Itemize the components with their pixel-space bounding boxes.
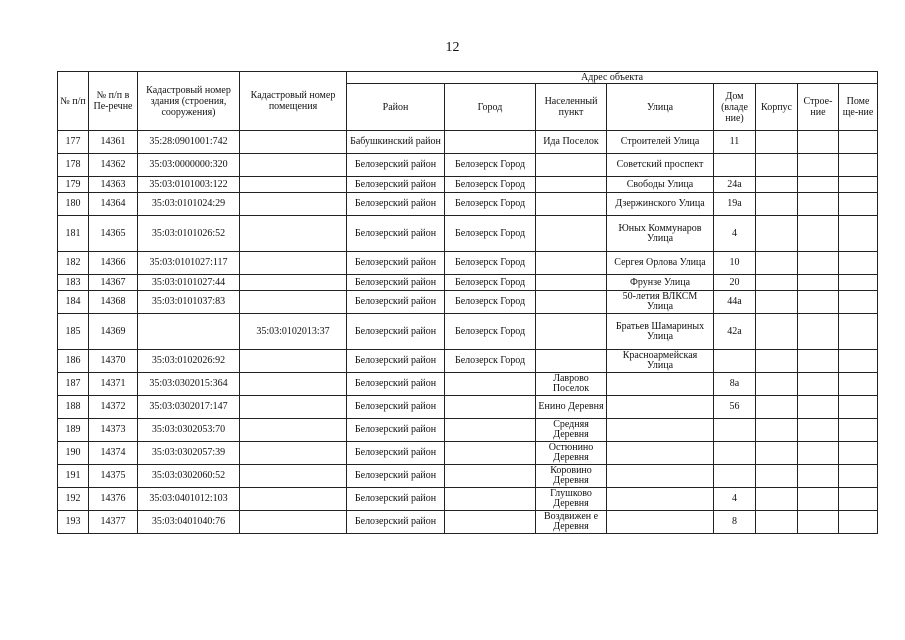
cell-house xyxy=(714,154,756,177)
cell-list-num: 14361 xyxy=(89,131,138,154)
table-row xyxy=(58,193,878,216)
cell-room xyxy=(839,216,878,252)
cell-house xyxy=(714,442,756,465)
cell-room xyxy=(839,252,878,275)
cell-num: 191 xyxy=(58,465,89,488)
cell-settlement xyxy=(536,216,607,252)
cell-house: 8а xyxy=(714,373,756,396)
cell-room xyxy=(839,442,878,465)
cell-list-num: 14376 xyxy=(89,488,138,511)
cell-cad-building: 35:03:0401040:76 xyxy=(138,511,240,534)
cell-district: Белозерский район xyxy=(347,252,445,275)
cell-city: Белозерск Город xyxy=(445,314,536,350)
cell-cad-building: 35:03:0102026:92 xyxy=(138,350,240,373)
cell-street xyxy=(607,419,714,442)
cell-building xyxy=(798,511,839,534)
cell-city: Белозерск Город xyxy=(445,177,536,193)
cell-room xyxy=(839,511,878,534)
cell-korpus xyxy=(756,193,798,216)
cell-street xyxy=(607,488,714,511)
table-row xyxy=(58,442,878,465)
cell-city: Белозерск Город xyxy=(445,291,536,314)
cell-street xyxy=(607,396,714,419)
header-cadastral-room: Кадастровый номер помещения xyxy=(240,72,347,131)
cell-city xyxy=(445,373,536,396)
cell-city: Белозерск Город xyxy=(445,350,536,373)
cell-num: 181 xyxy=(58,216,89,252)
cell-house: 8 xyxy=(714,511,756,534)
cell-building xyxy=(798,314,839,350)
cell-building xyxy=(798,465,839,488)
cell-district: Белозерский район xyxy=(347,314,445,350)
table-row xyxy=(58,396,878,419)
cell-district: Белозерский район xyxy=(347,275,445,291)
cell-cad-room xyxy=(240,275,347,291)
cell-list-num: 14362 xyxy=(89,154,138,177)
cell-korpus xyxy=(756,442,798,465)
cell-korpus xyxy=(756,131,798,154)
cell-list-num: 14370 xyxy=(89,350,138,373)
cell-city xyxy=(445,396,536,419)
cell-num: 190 xyxy=(58,442,89,465)
cell-cad-building: 35:03:0302015:364 xyxy=(138,373,240,396)
cell-city xyxy=(445,511,536,534)
table-row xyxy=(58,465,878,488)
cell-street: Фрунзе Улица xyxy=(607,275,714,291)
cell-korpus xyxy=(756,488,798,511)
cell-district: Белозерский район xyxy=(347,442,445,465)
cell-building xyxy=(798,252,839,275)
cell-korpus xyxy=(756,314,798,350)
table-row xyxy=(58,131,878,154)
cell-house: 20 xyxy=(714,275,756,291)
cell-house xyxy=(714,419,756,442)
cell-street: Советский проспект xyxy=(607,154,714,177)
cell-house: 10 xyxy=(714,252,756,275)
cell-district: Белозерский район xyxy=(347,511,445,534)
cell-cad-building: 35:03:0302057:39 xyxy=(138,442,240,465)
cell-street: Строителей Улица xyxy=(607,131,714,154)
cell-building xyxy=(798,373,839,396)
cell-house: 44а xyxy=(714,291,756,314)
cell-city: Белозерск Город xyxy=(445,216,536,252)
header-district: Район xyxy=(347,84,445,131)
cell-cad-room: 35:03:0102013:37 xyxy=(240,314,347,350)
cell-house: 11 xyxy=(714,131,756,154)
cell-settlement: Коровино Деревня xyxy=(536,465,607,488)
cell-street xyxy=(607,465,714,488)
cell-list-num: 14373 xyxy=(89,419,138,442)
cell-cad-room xyxy=(240,154,347,177)
table-body xyxy=(58,131,878,534)
cell-room xyxy=(839,154,878,177)
table-row xyxy=(58,488,878,511)
cell-cad-room xyxy=(240,488,347,511)
table-row xyxy=(58,314,878,350)
cell-building xyxy=(798,216,839,252)
cell-district: Белозерский район xyxy=(347,373,445,396)
cell-settlement: Воздвижен е Деревня xyxy=(536,511,607,534)
cell-settlement xyxy=(536,154,607,177)
cell-korpus xyxy=(756,396,798,419)
cell-list-num: 14367 xyxy=(89,275,138,291)
cell-house: 4 xyxy=(714,488,756,511)
cell-cad-room xyxy=(240,511,347,534)
cell-settlement xyxy=(536,193,607,216)
cell-street: 50-летия ВЛКСМ Улица xyxy=(607,291,714,314)
cell-korpus xyxy=(756,419,798,442)
table-row xyxy=(58,511,878,534)
cell-district: Белозерский район xyxy=(347,216,445,252)
cell-cad-building: 35:03:0302053:70 xyxy=(138,419,240,442)
cell-settlement: Глушково Деревня xyxy=(536,488,607,511)
page-number: 12 xyxy=(445,40,460,55)
cell-cad-room xyxy=(240,291,347,314)
table-row xyxy=(58,275,878,291)
cell-street xyxy=(607,373,714,396)
cell-num: 180 xyxy=(58,193,89,216)
cell-room xyxy=(839,275,878,291)
table-row xyxy=(58,373,878,396)
cell-room xyxy=(839,488,878,511)
cell-settlement xyxy=(536,177,607,193)
cell-settlement xyxy=(536,275,607,291)
cell-city xyxy=(445,131,536,154)
cell-num: 193 xyxy=(58,511,89,534)
cell-street: Свободы Улица xyxy=(607,177,714,193)
cell-room xyxy=(839,419,878,442)
cell-street: Братьев Шамариных Улица xyxy=(607,314,714,350)
cell-city xyxy=(445,488,536,511)
cell-cad-building: 35:03:0101027:117 xyxy=(138,252,240,275)
cell-cad-building: 35:03:0101027:44 xyxy=(138,275,240,291)
cell-settlement: Остюнино Деревня xyxy=(536,442,607,465)
cell-city: Белозерск Город xyxy=(445,275,536,291)
cell-settlement: Ида Поселок xyxy=(536,131,607,154)
cell-list-num: 14377 xyxy=(89,511,138,534)
cell-cad-room xyxy=(240,193,347,216)
header-city: Город xyxy=(445,84,536,131)
cell-building xyxy=(798,488,839,511)
cell-city xyxy=(445,465,536,488)
cell-settlement xyxy=(536,350,607,373)
cell-list-num: 14365 xyxy=(89,216,138,252)
cell-list-num: 14371 xyxy=(89,373,138,396)
header-list-num: № п/п в Пе-речне xyxy=(89,72,138,131)
header-street: Улица xyxy=(607,84,714,131)
cell-cad-room xyxy=(240,419,347,442)
cell-district: Бабушкинский район xyxy=(347,131,445,154)
cell-num: 179 xyxy=(58,177,89,193)
header-cadastral-building: Кадастровый номер здания (строения, сооружения) xyxy=(138,72,240,131)
cell-cad-building: 35:03:0401012:103 xyxy=(138,488,240,511)
cell-room xyxy=(839,177,878,193)
cell-list-num: 14364 xyxy=(89,193,138,216)
cell-city: Белозерск Город xyxy=(445,154,536,177)
cell-city: Белозерск Город xyxy=(445,252,536,275)
cell-building xyxy=(798,291,839,314)
header-address: Адрес объекта xyxy=(347,72,878,84)
cell-cad-room xyxy=(240,350,347,373)
cell-room xyxy=(839,131,878,154)
cell-num: 183 xyxy=(58,275,89,291)
cell-street: Красноармейская Улица xyxy=(607,350,714,373)
cell-district: Белозерский район xyxy=(347,193,445,216)
cell-street: Сергея Орлова Улица xyxy=(607,252,714,275)
cell-district: Белозерский район xyxy=(347,419,445,442)
cell-korpus xyxy=(756,350,798,373)
table-row xyxy=(58,154,878,177)
cell-settlement: Енино Деревня xyxy=(536,396,607,419)
cell-cad-building: 35:03:0000000:320 xyxy=(138,154,240,177)
cell-house: 56 xyxy=(714,396,756,419)
cell-city xyxy=(445,442,536,465)
cell-num: 177 xyxy=(58,131,89,154)
cell-korpus xyxy=(756,465,798,488)
cell-korpus xyxy=(756,177,798,193)
cell-cad-room xyxy=(240,396,347,419)
cell-list-num: 14375 xyxy=(89,465,138,488)
header-building: Строе-ние xyxy=(798,84,839,131)
table-row xyxy=(58,216,878,252)
cell-num: 178 xyxy=(58,154,89,177)
header-num: № п/п xyxy=(58,72,89,131)
table-row xyxy=(58,252,878,275)
header-room: Поме ще-ние xyxy=(839,84,878,131)
cell-cad-building: 35:03:0302060:52 xyxy=(138,465,240,488)
cell-city xyxy=(445,419,536,442)
cell-korpus xyxy=(756,291,798,314)
cell-settlement: Лаврово Поселок xyxy=(536,373,607,396)
cell-cad-building: 35:03:0101024:29 xyxy=(138,193,240,216)
cell-room xyxy=(839,465,878,488)
cell-street: Юных Коммунаров Улица xyxy=(607,216,714,252)
cell-cad-room xyxy=(240,252,347,275)
cell-korpus xyxy=(756,252,798,275)
cell-cad-room xyxy=(240,177,347,193)
cell-cad-room xyxy=(240,442,347,465)
cell-district: Белозерский район xyxy=(347,488,445,511)
cell-num: 185 xyxy=(58,314,89,350)
cell-korpus xyxy=(756,216,798,252)
cell-cad-room xyxy=(240,216,347,252)
header-settlement: Населенный пункт xyxy=(536,84,607,131)
cell-district: Белозерский район xyxy=(347,291,445,314)
cell-house: 4 xyxy=(714,216,756,252)
cell-cad-building: 35:03:0101026:52 xyxy=(138,216,240,252)
cell-settlement: Средняя Деревня xyxy=(536,419,607,442)
cell-cad-building: 35:03:0101037:83 xyxy=(138,291,240,314)
cell-list-num: 14372 xyxy=(89,396,138,419)
cell-num: 188 xyxy=(58,396,89,419)
cell-list-num: 14366 xyxy=(89,252,138,275)
cell-district: Белозерский район xyxy=(347,177,445,193)
cell-building xyxy=(798,131,839,154)
cell-room xyxy=(839,193,878,216)
cell-street xyxy=(607,442,714,465)
cell-house: 42а xyxy=(714,314,756,350)
cell-cad-building: 35:03:0302017:147 xyxy=(138,396,240,419)
cell-building xyxy=(798,177,839,193)
cell-room xyxy=(839,396,878,419)
cell-num: 186 xyxy=(58,350,89,373)
cell-korpus xyxy=(756,373,798,396)
cell-cad-room xyxy=(240,465,347,488)
cell-settlement xyxy=(536,252,607,275)
cell-settlement xyxy=(536,291,607,314)
cell-korpus xyxy=(756,154,798,177)
cell-cad-room xyxy=(240,373,347,396)
cell-district: Белозерский район xyxy=(347,396,445,419)
cell-street: Дзержинского Улица xyxy=(607,193,714,216)
cell-building xyxy=(798,419,839,442)
table-row xyxy=(58,291,878,314)
cell-num: 187 xyxy=(58,373,89,396)
cell-building xyxy=(798,442,839,465)
cell-cad-room xyxy=(240,131,347,154)
cell-num: 189 xyxy=(58,419,89,442)
header-house: Дом (владе ние) xyxy=(714,84,756,131)
cell-building xyxy=(798,275,839,291)
cell-room xyxy=(839,350,878,373)
cell-cad-building: 35:28:0901001:742 xyxy=(138,131,240,154)
table-row xyxy=(58,177,878,193)
cell-room xyxy=(839,291,878,314)
cell-list-num: 14369 xyxy=(89,314,138,350)
cell-korpus xyxy=(756,511,798,534)
cell-list-num: 14374 xyxy=(89,442,138,465)
cell-building xyxy=(798,193,839,216)
cell-building xyxy=(798,396,839,419)
table-row xyxy=(58,419,878,442)
header-korpus: Корпус xyxy=(756,84,798,131)
cell-cad-building: 35:03:0101003:122 xyxy=(138,177,240,193)
cell-house xyxy=(714,465,756,488)
cell-district: Белозерский район xyxy=(347,465,445,488)
cell-num: 184 xyxy=(58,291,89,314)
cell-district: Белозерский район xyxy=(347,154,445,177)
cell-num: 182 xyxy=(58,252,89,275)
cell-settlement xyxy=(536,314,607,350)
cell-room xyxy=(839,373,878,396)
table-row xyxy=(58,350,878,373)
cell-house: 24а xyxy=(714,177,756,193)
cell-house: 19а xyxy=(714,193,756,216)
cell-cad-building xyxy=(138,314,240,350)
cell-building xyxy=(798,154,839,177)
cell-city: Белозерск Город xyxy=(445,193,536,216)
cell-list-num: 14368 xyxy=(89,291,138,314)
cell-house xyxy=(714,350,756,373)
registry-table xyxy=(57,71,878,534)
cell-num: 192 xyxy=(58,488,89,511)
table-header xyxy=(58,72,878,131)
cell-building xyxy=(798,350,839,373)
cell-street xyxy=(607,511,714,534)
cell-district: Белозерский район xyxy=(347,350,445,373)
cell-korpus xyxy=(756,275,798,291)
cell-list-num: 14363 xyxy=(89,177,138,193)
cell-room xyxy=(839,314,878,350)
